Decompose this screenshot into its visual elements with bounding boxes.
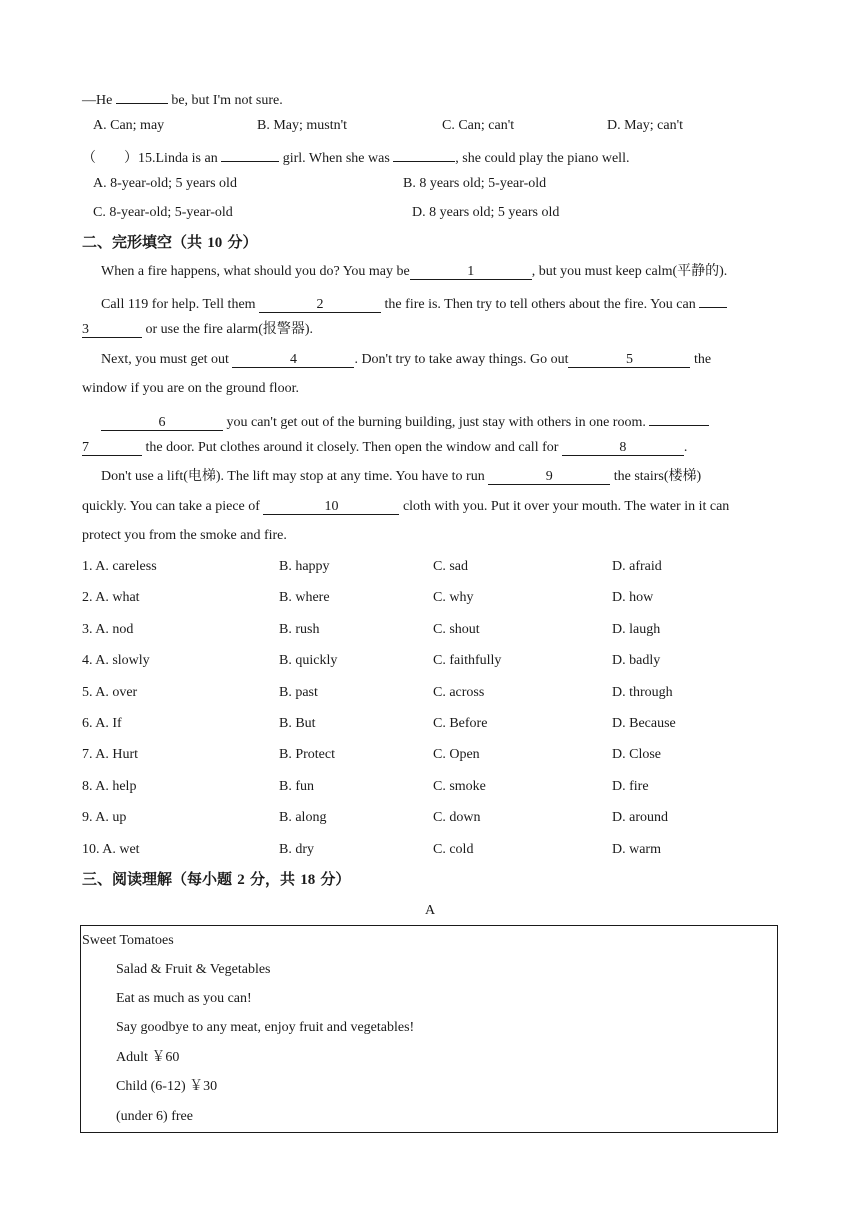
cloze-option-b[interactable]: B. along	[279, 810, 327, 825]
q15-option-d[interactable]: D. 8 years old; 5 years old	[412, 205, 560, 220]
cloze-line-5: window if you are on the ground floor.	[82, 381, 299, 396]
cloze-option-d[interactable]: D. badly	[612, 653, 661, 668]
cloze-option-c[interactable]: C. why	[433, 590, 474, 605]
cloze-option-d[interactable]: D. Close	[612, 747, 661, 762]
cloze-option-c[interactable]: C. Open	[433, 747, 480, 762]
q14-option-a[interactable]: A. Can; may	[93, 118, 165, 133]
cloze-option-b[interactable]: B. But	[279, 716, 316, 731]
cloze-blank-3-start[interactable]	[699, 292, 727, 308]
box-line: (under 6) free	[116, 1109, 193, 1124]
cloze-blank-5[interactable]: 5	[568, 352, 690, 368]
cloze-option-b[interactable]: B. quickly	[279, 653, 338, 668]
answer-paren[interactable]: （ ）	[82, 151, 138, 166]
q15-stem: （ ）15.Linda is an girl. When she was , she could play the piano well.	[82, 146, 629, 168]
cloze-option-a[interactable]: 8. A. help	[82, 779, 137, 794]
cloze-option-d[interactable]: D. Because	[612, 716, 676, 731]
cloze-blank-2[interactable]: 2	[259, 297, 381, 313]
cloze-option-c[interactable]: C. Before	[433, 716, 488, 731]
cloze-option-b[interactable]: B. happy	[279, 559, 330, 574]
cloze-option-c[interactable]: C. across	[433, 685, 485, 700]
cloze-option-c[interactable]: C. smoke	[433, 779, 486, 794]
cloze-line-8: Don't use a lift(电梯). The lift may stop at any time. You have to run 9 the stairs(楼梯)	[101, 469, 702, 484]
cloze-option-a[interactable]: 1. A. careless	[82, 559, 157, 574]
q14-option-c[interactable]: C. Can; can't	[442, 118, 515, 133]
section3-heading: 三、阅读理解（每小题 2 分，共 18 分）	[82, 870, 351, 888]
box-line: Eat as much as you can!	[116, 991, 252, 1006]
cloze-option-d[interactable]: D. afraid	[612, 559, 662, 574]
cloze-line-3: 3 or use the fire alarm(报警器).	[82, 322, 314, 337]
box-title: Sweet Tomatoes	[82, 933, 174, 948]
cloze-option-b[interactable]: B. past	[279, 685, 318, 700]
cloze-option-d[interactable]: D. around	[612, 810, 668, 825]
cloze-line-4: Next, you must get out 4 . Don't try to take away things. Go out 5 the	[101, 352, 712, 367]
cloze-blank-8[interactable]: 8	[562, 440, 684, 456]
cloze-option-a[interactable]: 7. A. Hurt	[82, 747, 138, 762]
cloze-blank-10[interactable]: 10	[263, 499, 399, 515]
cloze-option-b[interactable]: B. rush	[279, 622, 320, 637]
cloze-option-a[interactable]: 3. A. nod	[82, 622, 134, 637]
blank[interactable]	[393, 146, 455, 162]
cloze-option-c[interactable]: C. sad	[433, 559, 468, 574]
cloze-option-d[interactable]: D. warm	[612, 842, 661, 857]
cloze-option-c[interactable]: C. cold	[433, 842, 474, 857]
q15-option-a[interactable]: A. 8-year-old; 5 years old	[93, 176, 237, 191]
cloze-option-a[interactable]: 2. A. what	[82, 590, 140, 605]
cloze-option-d[interactable]: D. through	[612, 685, 673, 700]
cloze-option-b[interactable]: B. fun	[279, 779, 314, 794]
cloze-line-6: 6 you can't get out of the burning building, just stay with others in one room.	[101, 410, 709, 432]
cloze-option-b[interactable]: B. dry	[279, 842, 314, 857]
cloze-line-9: quickly. You can take a piece of 10 cloth with you. Put it over your mouth. The water in it can	[82, 499, 730, 514]
cloze-blank-1[interactable]: 1	[410, 264, 532, 280]
cloze-line-7: 7 the door. Put clothes around it closely. Then open the window and call for 8 .	[82, 440, 688, 455]
box-line: Salad & Fruit & Vegetables	[116, 962, 271, 977]
cloze-option-a[interactable]: 10. A. wet	[82, 842, 140, 857]
cloze-option-b[interactable]: B. where	[279, 590, 330, 605]
cloze-line-2: Call 119 for help. Tell them 2 the fire is. Then try to tell others about the fire. You can	[101, 292, 727, 314]
cloze-blank-7[interactable]: 7	[82, 440, 142, 456]
q14-reply: —He be, but I'm not sure.	[82, 88, 283, 110]
cloze-option-c[interactable]: C. faithfully	[433, 653, 502, 668]
q15-option-b[interactable]: B. 8 years old; 5-year-old	[403, 176, 547, 191]
cloze-option-a[interactable]: 9. A. up	[82, 810, 127, 825]
cloze-line-1: When a fire happens, what should you do? You may be 1 , but you must keep calm(平静的).	[101, 264, 728, 279]
q14-option-d[interactable]: D. May; can't	[607, 118, 684, 133]
cloze-blank-9[interactable]: 9	[488, 469, 610, 485]
blank[interactable]	[116, 88, 168, 104]
cloze-blank-3[interactable]: 3	[82, 322, 142, 338]
cloze-blank-6[interactable]: 6	[101, 415, 223, 431]
section2-heading: 二、完形填空（共 10 分）	[82, 233, 258, 251]
q15-option-c[interactable]: C. 8-year-old; 5-year-old	[93, 205, 233, 220]
cloze-option-a[interactable]: 6. A. If	[82, 716, 122, 731]
blank[interactable]	[221, 146, 279, 162]
box-line: Adult ￥60	[116, 1050, 180, 1065]
cloze-blank-7-start[interactable]	[649, 410, 709, 426]
cloze-line-10: protect you from the smoke and fire.	[82, 528, 287, 543]
box-line: Child (6-12) ￥30	[116, 1079, 218, 1094]
cloze-option-a[interactable]: 5. A. over	[82, 685, 138, 700]
cloze-option-a[interactable]: 4. A. slowly	[82, 653, 150, 668]
cloze-option-d[interactable]: D. how	[612, 590, 654, 605]
cloze-option-b[interactable]: B. Protect	[279, 747, 335, 762]
cloze-option-d[interactable]: D. laugh	[612, 622, 661, 637]
box-line: Say goodbye to any meat, enjoy fruit and vegetables!	[116, 1020, 415, 1035]
cloze-blank-4[interactable]: 4	[232, 352, 354, 368]
cloze-option-c[interactable]: C. shout	[433, 622, 480, 637]
cloze-option-d[interactable]: D. fire	[612, 779, 649, 794]
q14-option-b[interactable]: B. May; mustn't	[257, 118, 348, 133]
passage-label: A	[425, 903, 436, 918]
cloze-option-c[interactable]: C. down	[433, 810, 481, 825]
